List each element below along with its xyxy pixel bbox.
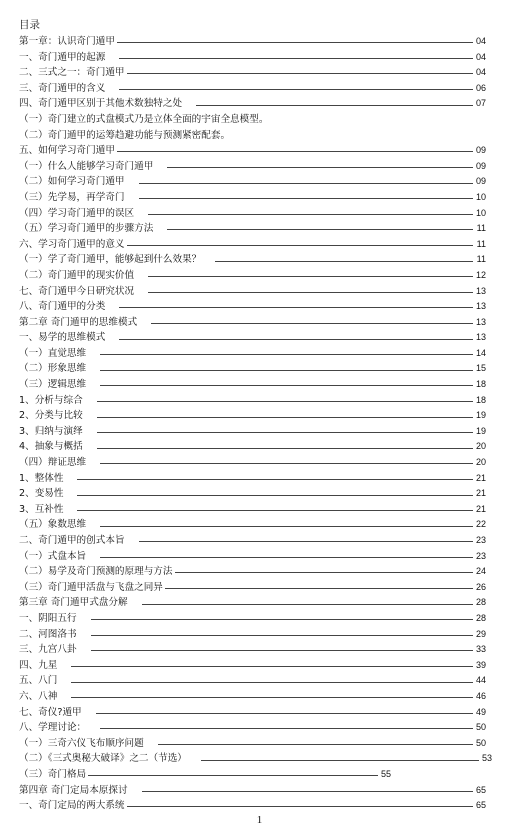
- toc-entry[interactable]: [19, 439, 486, 455]
- toc-entry-label: （二）奇门遁甲的现实价值: [19, 269, 135, 281]
- toc-entry[interactable]: [19, 767, 391, 783]
- toc-entry[interactable]: [19, 330, 486, 346]
- toc-entry-page: 19: [475, 410, 486, 421]
- toc-entry-label: （三）奇门遁甲活盘与飞盘之同异: [19, 581, 163, 593]
- toc-entry-page: 18: [475, 379, 486, 390]
- toc-entry-page: 19: [475, 425, 486, 436]
- toc-entry[interactable]: [19, 377, 486, 393]
- toc-list: [19, 34, 492, 814]
- toc-entry-label: （三）先学易，再学奇门: [19, 191, 125, 203]
- toc-entry-page: 04: [475, 51, 486, 62]
- toc-entry-label: （五）象数思维: [19, 519, 87, 531]
- toc-entry-page: 65: [475, 784, 486, 795]
- toc-entry-label: 四、九星: [19, 659, 58, 671]
- toc-entry-page: 20: [475, 457, 486, 468]
- toc-leader-line: [71, 666, 473, 667]
- toc-entry[interactable]: [19, 658, 486, 674]
- toc-entry-label: 二、奇门遁甲的创式本旨: [19, 535, 125, 546]
- toc-entry-page: 65: [475, 800, 486, 811]
- toc-leader-line: [167, 229, 473, 230]
- toc-entry-label: （一）奇门建立的式盘模式乃是立体全面的宇宙全息模型。: [19, 113, 269, 125]
- toc-leader-line: [96, 713, 473, 714]
- toc-entry-label: 第二章 奇门遁甲的思维模式: [19, 316, 138, 328]
- toc-entry[interactable]: [19, 736, 486, 752]
- toc-entry-page: 12: [475, 269, 486, 280]
- toc-leader-line: [175, 572, 474, 573]
- toc-entry-page: 18: [475, 394, 486, 405]
- toc-entry-label: （五）学习奇门遁甲的步骤方法: [19, 223, 154, 235]
- toc-leader-line: [71, 682, 473, 683]
- toc-entry-page: 09: [475, 176, 486, 187]
- toc-entry-page: 11: [476, 238, 486, 249]
- toc-leader-line: [100, 354, 473, 355]
- toc-entry-page: 06: [475, 82, 486, 93]
- toc-entry[interactable]: [19, 424, 486, 440]
- toc-entry-label: （三）奇门格局: [19, 768, 87, 780]
- toc-leader-line: [97, 448, 473, 449]
- toc-leader-line: [127, 806, 473, 807]
- toc-entry-page: 55: [380, 768, 391, 779]
- toc-entry[interactable]: [19, 705, 486, 721]
- toc-leader-line: [100, 728, 473, 729]
- toc-entry-label: 2、变易性: [19, 488, 64, 500]
- toc-entry-page: 07: [475, 98, 486, 109]
- toc-entry[interactable]: [19, 206, 486, 222]
- toc-entry-label: 第三章 奇门遁甲式盘分解: [19, 597, 128, 609]
- toc-entry-label: （四）辩证思维: [19, 457, 87, 469]
- toc-entry[interactable]: [19, 408, 486, 424]
- toc-entry-page: 26: [475, 581, 486, 592]
- toc-entry[interactable]: [19, 174, 486, 190]
- toc-entry-label: 一、阴阳五行: [19, 612, 77, 624]
- toc-entry-page: 14: [475, 347, 486, 358]
- toc-entry-page: 28: [475, 597, 486, 608]
- toc-entry-page: 13: [475, 285, 486, 296]
- toc-entry-label: 七、奇仪?遁甲: [19, 706, 82, 718]
- toc-entry-page: 21: [475, 503, 486, 514]
- toc-entry-page: 28: [475, 612, 486, 623]
- toc-leader-line: [127, 245, 473, 246]
- toc-entry-label: 第四章 奇门定局本原探讨: [19, 784, 128, 796]
- toc-leader-line: [100, 370, 473, 371]
- toc-leader-line: [119, 339, 473, 340]
- toc-leader-line: [100, 526, 473, 527]
- toc-entry-page: 13: [475, 316, 486, 327]
- toc-entry-page: 04: [475, 67, 486, 78]
- toc-entry[interactable]: [19, 783, 486, 799]
- toc-entry[interactable]: [19, 549, 486, 565]
- toc-leader-line: [100, 557, 473, 558]
- toc-entry[interactable]: [19, 393, 486, 409]
- toc-entry[interactable]: [19, 611, 486, 627]
- toc-entry[interactable]: [19, 128, 486, 144]
- toc-entry-label: 四、奇门遁甲区别于其他术数独特之处: [19, 98, 183, 110]
- toc-leader-line: [97, 401, 473, 402]
- toc-entry-label: 八、学理讨论：: [19, 722, 87, 734]
- toc-entry[interactable]: [19, 315, 486, 331]
- toc-leader-line: [97, 432, 473, 433]
- toc-entry-page: 23: [475, 535, 486, 545]
- toc-leader-line: [148, 214, 473, 215]
- toc-entry-label: 1、整体性: [19, 472, 64, 484]
- toc-entry-label: 八、奇门遁甲的分类: [19, 301, 106, 313]
- toc-entry-page: 10: [475, 207, 486, 218]
- toc-leader-line: [201, 760, 479, 761]
- toc-entry-page: 33: [475, 644, 486, 655]
- toc-leader-line: [148, 292, 473, 293]
- toc-entry-page: 11: [476, 223, 486, 234]
- toc-entry-label: 3、归纳与演绎: [19, 425, 83, 437]
- toc-leader-line: [77, 495, 473, 496]
- toc-entry[interactable]: [19, 486, 486, 502]
- toc-entry-label: 一、易学的思维模式: [19, 332, 106, 344]
- toc-entry-label: 第一章：认识奇门遁甲: [19, 36, 115, 47]
- toc-leader-line: [139, 198, 473, 199]
- toc-entry[interactable]: [19, 159, 486, 175]
- toc-entry[interactable]: [19, 642, 486, 658]
- toc-entry-label: （二）奇门遁甲的运筹趋避功能与预测紧密配套。: [19, 129, 231, 141]
- toc-leader-line: [119, 58, 473, 59]
- toc-entry-page: 21: [475, 488, 486, 499]
- toc-entry-label: （一）式盘本旨: [19, 550, 87, 562]
- toc-entry-page: 24: [475, 566, 486, 577]
- toc-entry-label: （二）《三式奥秘大破译》之二（节选）: [19, 753, 187, 765]
- toc-leader-line: [97, 417, 473, 418]
- toc-entry[interactable]: [19, 81, 486, 97]
- toc-entry-page: 39: [475, 659, 486, 670]
- toc-entry[interactable]: [19, 533, 486, 549]
- toc-entry-page: 11: [476, 254, 486, 265]
- toc-entry[interactable]: [19, 268, 486, 284]
- toc-entry-label: 七、奇门遁甲今日研究状况: [19, 285, 135, 297]
- toc-entry-page: 13: [475, 301, 486, 312]
- toc-leader-line: [77, 479, 473, 480]
- toc-entry-label: 五、如何学习奇门遁甲: [19, 145, 115, 157]
- toc-leader-line: [91, 650, 473, 651]
- toc-leader-line: [148, 276, 473, 277]
- toc-entry-page: 22: [475, 519, 486, 530]
- toc-entry-label: （三）逻辑思维: [19, 379, 87, 391]
- toc-leader-line: [127, 73, 473, 74]
- toc-entry-page: 21: [475, 472, 486, 483]
- toc-entry-label: （二）形象思维: [19, 363, 87, 375]
- toc-entry-label: （一）什么人能够学习奇门遁甲: [19, 160, 154, 172]
- toc-entry-label: 2、分类与比较: [19, 410, 83, 422]
- toc-entry-label: 一、奇门定局的两大系统: [19, 800, 125, 812]
- toc-entry[interactable]: [19, 112, 486, 128]
- toc-entry-label: 三、九宫八卦: [19, 644, 77, 656]
- toc-entry-label: 1、分析与综合: [19, 394, 83, 406]
- toc-entry-label: 4、抽象与概括: [19, 441, 83, 453]
- toc-leader-line: [100, 463, 473, 464]
- toc-entry-page: 29: [475, 628, 486, 639]
- toc-entry-label: 3、互补性: [19, 503, 64, 515]
- toc-leader-line: [100, 385, 473, 386]
- toc-leader-line: [142, 791, 473, 792]
- toc-entry-label: 二、河图洛书: [19, 628, 77, 640]
- toc-entry[interactable]: [19, 471, 486, 487]
- toc-leader-line: [165, 588, 473, 589]
- toc-entry-label: （二）如何学习奇门遁甲: [19, 176, 125, 188]
- toc-leader-line: [151, 323, 473, 324]
- toc-entry[interactable]: [19, 50, 486, 66]
- toc-entry[interactable]: [19, 65, 486, 81]
- toc-entry[interactable]: [19, 798, 486, 814]
- toc-leader-line: [142, 604, 473, 605]
- toc-entry[interactable]: [19, 517, 486, 533]
- toc-leader-line: [91, 635, 473, 636]
- toc-entry[interactable]: [19, 221, 486, 237]
- toc-entry-page: 09: [475, 145, 486, 156]
- toc-entry[interactable]: [19, 673, 486, 689]
- toc-leader-line: [119, 89, 473, 90]
- toc-entry-label: （二）易学及奇门预测的原理与方法: [19, 566, 173, 578]
- toc-leader-line: [196, 105, 473, 106]
- toc-entry-label: （一）三奇六仪飞布顺序问题: [19, 737, 144, 749]
- toc-leader-line: [91, 619, 473, 620]
- toc-leader-line: [88, 775, 378, 776]
- toc-entry-page: 44: [475, 675, 486, 686]
- toc-entry-page: 13: [475, 332, 486, 343]
- toc-leader-line: [215, 261, 473, 262]
- toc-entry-page: 20: [475, 441, 486, 452]
- toc-heading: 目录: [19, 19, 40, 31]
- toc-entry[interactable]: [19, 751, 492, 767]
- toc-entry[interactable]: [19, 346, 486, 362]
- toc-leader-line: [167, 167, 473, 168]
- toc-entry-label: （一）直觉思维: [19, 347, 87, 359]
- toc-entry-page: 50: [475, 737, 486, 748]
- toc-entry-page: 15: [475, 363, 486, 374]
- toc-entry-label: 六、八神: [19, 690, 58, 702]
- toc-entry[interactable]: [19, 361, 486, 377]
- toc-entry[interactable]: [19, 502, 486, 518]
- toc-entry-page: 49: [475, 706, 486, 717]
- toc-entry-label: 二、三式之一：奇门遁甲: [19, 67, 125, 79]
- toc-page: [19, 18, 492, 814]
- toc-entry[interactable]: [19, 455, 486, 471]
- toc-entry[interactable]: [19, 96, 486, 112]
- page-number: 1: [256, 814, 263, 826]
- toc-entry[interactable]: [19, 627, 486, 643]
- toc-leader-line: [158, 744, 473, 745]
- toc-leader-line: [117, 151, 473, 152]
- toc-entry[interactable]: [19, 595, 486, 611]
- toc-entry[interactable]: [19, 689, 486, 705]
- toc-entry[interactable]: [19, 299, 486, 315]
- toc-entry-page: 50: [475, 722, 486, 733]
- toc-entry-label: （一）学了奇门遁甲，能够起到什么效果？: [19, 254, 202, 266]
- toc-entry-page: 46: [475, 690, 486, 701]
- toc-entry-label: （四）学习奇门遁甲的误区: [19, 207, 135, 219]
- toc-entry[interactable]: [19, 237, 486, 253]
- toc-entry-page: 10: [475, 191, 486, 202]
- toc-entry[interactable]: [19, 143, 486, 159]
- toc-entry[interactable]: [19, 284, 486, 300]
- toc-entry-label: 一、奇门遁甲的起源: [19, 51, 106, 63]
- toc-entry[interactable]: [19, 252, 486, 268]
- toc-entry[interactable]: [19, 564, 486, 580]
- toc-leader-line: [77, 510, 473, 511]
- toc-entry[interactable]: [19, 580, 486, 596]
- toc-entry-page: 23: [475, 550, 486, 561]
- toc-entry-label: 五、八门: [19, 675, 58, 687]
- toc-leader-line: [71, 697, 473, 698]
- toc-entry-page: 09: [475, 160, 486, 171]
- toc-entry-label: 三、奇门遁甲的含义: [19, 82, 106, 94]
- toc-entry[interactable]: [19, 34, 486, 50]
- toc-entry[interactable]: [19, 190, 486, 206]
- toc-leader-line: [117, 42, 473, 43]
- toc-entry-page: 53: [481, 753, 492, 764]
- toc-leader-line: [139, 541, 473, 542]
- toc-entry-page: 04: [475, 36, 486, 46]
- toc-leader-line: [139, 183, 473, 184]
- toc-entry-label: 六、学习奇门遁甲的意义: [19, 238, 125, 250]
- toc-leader-line: [119, 307, 473, 308]
- toc-entry[interactable]: [19, 720, 486, 736]
